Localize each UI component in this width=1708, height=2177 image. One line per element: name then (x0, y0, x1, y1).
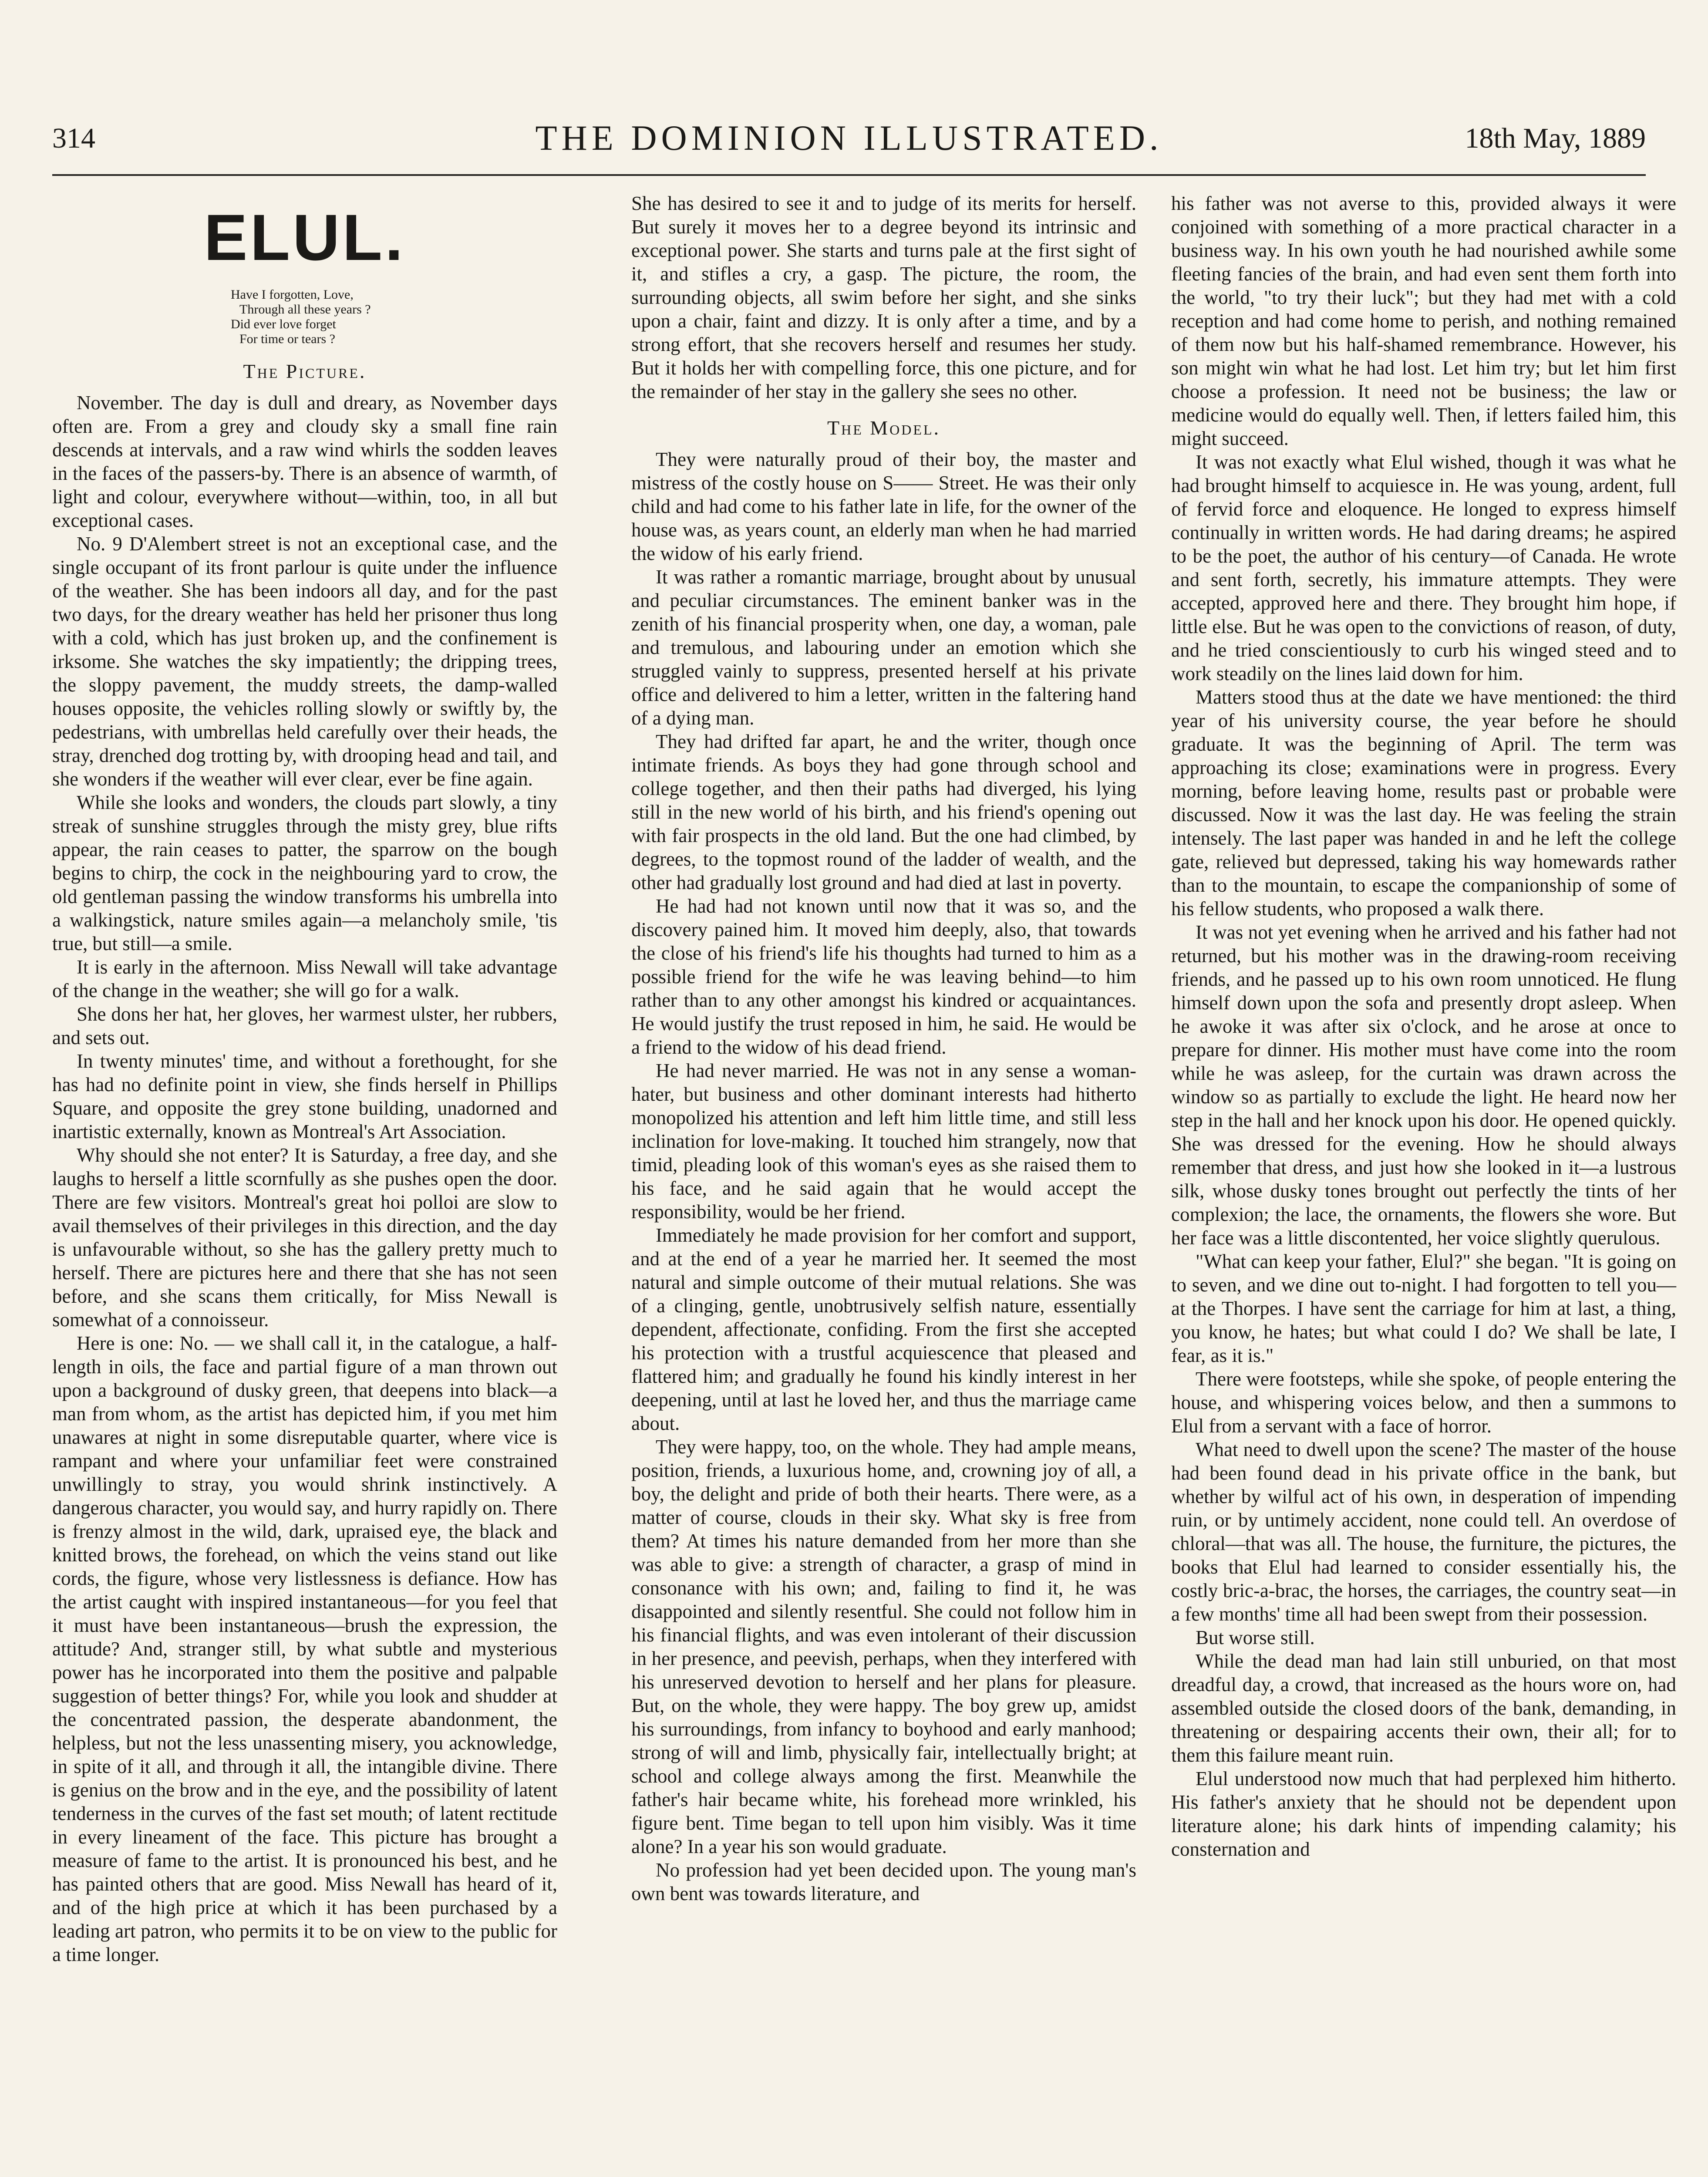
paragraph: It was rather a romantic marriage, brought about by unusual and peculiar circumstances. The eminent banker was in the zenith of his financial prosperity when, one day, a woman, pale and tremulous, and labouring under an emotion which she struggled vainly to suppress, presented herself at his private office and delivered to him a letter, written in the faltering hand of a dying man. (631, 566, 1136, 729)
paragraph: No profession had yet been decided upon. The young man's own bent was towards literature, and (631, 1859, 1136, 1904)
epigraph-line: Have I forgotten, Love, (231, 287, 354, 302)
masthead-title: THE DOMINION ILLUSTRATED. (535, 118, 1163, 158)
page-number: 314 (52, 122, 95, 154)
column-3 (1171, 192, 1676, 2177)
column-3-body (1171, 192, 1676, 1861)
section-heading-model: The Model. (827, 417, 940, 439)
paragraph: While she looks and wonders, the clouds part slowly, a tiny streak of sunshine struggles through the misty grey, blue rifts appear, the rain ceases to patter, the sparrow on the bough begins to chirp, the cock in the neighbouring yard to crow, the old gentleman passing the window transforms his umbrella into a walkingstick, nature smiles again—a melancholy smile, 'tis true, but still—a smile. (52, 792, 557, 954)
paragraph: November. The day is dull and dreary, as November days often are. From a grey and cloudy sky a small fine rain descends at intervals, and a raw wind whirls the sodden leaves in the faces of the passers-by. There is an absence of warmth, of light and colour, everywhere without—within, too, in all but exceptional cases. (52, 392, 557, 531)
page-header (52, 109, 1646, 165)
paragraph: Elul understood now much that had perplexed him hitherto. His father's anxiety that he should not be dependent upon literature alone; his dark hints of impending calamity; his consternation and (1171, 1768, 1676, 1860)
column-2-body-bottom (631, 448, 1136, 1905)
section-heading-picture: The Picture. (243, 360, 367, 382)
paragraph: They were happy, too, on the whole. They had ample means, position, friends, a luxurious home, and, crowning joy of all, a boy, the delight and pride of both their hearts. There were, as a matter of course, clouds in their sky. What sky is free from them? At times his nature demanded from her more than she was able to give: a strength of character, a grasp of mind in consonance with his own; and, failing to find it, he was disappointed and silently resentful. She could not follow him in his financial flights, and was even intolerant of their discussion in her presence, and peevish, perhaps, when they interfered with his unreserved devotion to herself and her plans for pleasure. But, on the whole, they were happy. The boy grew up, amidst his surroundings, from infancy to boyhood and early manhood; strong of will and limb, physically fair, intellectually bright; at school and college always among the first. Meanwhile the father's hair became white, his forehead more wrinkled, his figure bent. Time began to tell upon him visibly. Was it time alone? In a year his son would graduate. (631, 1436, 1136, 1857)
paragraph: He had never married. He was not in any sense a woman-hater, but business and other dominant interests had hitherto monopolized his attention and left him little time, and still less inclination for love-making. It touched him strangely, now that timid, pleading look of this woman's eyes as she raised them to his face, and he said again that he would accept the responsibility, would be her friend. (631, 1060, 1136, 1223)
paragraph: It was not exactly what Elul wished, though it was what he had brought himself to acquiesce in. He was young, ardent, full of fervid force and eloquence. He longed to express himself continually in written words. He had daring dreams; he aspired to be the poet, the author of his century—of Canada. He wrote and sent forth, secretly, his immature attempts. They were accepted, approved here and there. They brought him hope, if little else. But he was open to the convictions of reason, of duty, and he tried conscientiously to curb his winged steed and to work steadily on the lines laid down for him. (1171, 451, 1676, 684)
paragraph: Why should she not enter? It is Saturday, a free day, and she laughs to herself a little scornfully as she pushes open the door. There are few visitors. Montreal's great hoi polloi are slow to avail themselves of their privileges in this direction, and the day is unfavourable without, so she has the gallery pretty much to herself. There are pictures here and there that she has not seen before, and she scans them critically, for Miss Newall is somewhat of a connoisseur. (52, 1144, 557, 1331)
paragraph: Matters stood thus at the date we have mentioned: the third year of his university course, the year before he should graduate. It was the beginning of April. The term was approaching its close; examinations were in progress. Every morning, before leaving home, results past or probable were discussed. Now it was the last day. He was feeling the strain intensely. The last paper was handed in and he left the college gate, relieved but depressed, taking his way homewards rather than to the mountain, to escape the companionship of some of his fellow students, who proposed a walk there. (1171, 686, 1676, 920)
paragraph: While the dead man had lain still unburied, on that most dreadful day, a crowd, that increased as the hours wore on, had assembled outside the closed doors of the bank, demanding, in threatening or despairing accents their own, their all; for to them this failure meant ruin. (1171, 1650, 1676, 1766)
paragraph: It is early in the afternoon. Miss Newall will take advantage of the change in the weather; she will go for a walk. (52, 956, 557, 1001)
paragraph: his father was not averse to this, provided always it were conjoined with something of a more practical character in a business way. In his own youth he had nourished awhile some fleeting fancies of the brain, and had even sent them forth into the world, "to try their luck"; but they had met with a cold reception and had come home to perish, and nothing remained of them now but his half-shamed remembrance. However, his son might win what he had lost. Let him try; but let him first choose a profession. It need not be business; the law or medicine would do equally well. Then, if letters failed him, this might succeed. (1171, 192, 1676, 449)
paragraph: She has desired to see it and to judge of its merits for herself. But surely it moves her to a degree beyond its intrinsic and exceptional power. She starts and turns pale at the first sight of it, and stifles a cry, a gasp. The picture, the room, the surrounding objects, all swim before her sight, and she sinks upon a chair, faint and dizzy. It is only after a time, and by a strong effort, that she recovers herself and resumes her study. But it holds her with compelling force, this one picture, and for the remainder of her stay in the gallery she sees no other. (631, 192, 1136, 402)
paragraph: But worse still. (1196, 1627, 1315, 1648)
column-1 (52, 192, 557, 2177)
paragraph: They were naturally proud of their boy, the master and mistress of the costly house on S—— Street. He was their only child and had come to his father late in life, for the owner of the house was, as years count, an elderly man when he had married the widow of his early friend. (631, 448, 1136, 564)
column-2 (631, 192, 1136, 2177)
column-1-body (52, 391, 557, 1966)
issue-date: 18th May, 1889 (1465, 122, 1646, 154)
epigraph-line: Through all these years ? (239, 302, 371, 317)
paragraph: "What can keep your father, Elul?" she began. "It is going on to seven, and we dine out to-night. I had forgotten to tell you—at the Thorpes. I have sent the carriage for him at last, a thing, you know, he hates; but what could I do? We shall be late, I fear, as it is." (1171, 1250, 1676, 1366)
paragraph: There were footsteps, while she spoke, of people entering the house, and whispering voices below, and then a summons to Elul from a servant with a face of horror. (1171, 1368, 1676, 1437)
paragraph: She dons her hat, her gloves, her warmest ulster, her rubbers, and sets out. (52, 1003, 557, 1048)
epigraph (231, 287, 379, 347)
paragraph: He had had not known until now that it was so, and the discovery pained him. It moved him deeply, also, that towards the close of his friend's life his thoughts had turned to him as a possible friend for the wife he was leaving behind—to him rather than to any other amongst his kindred or acquaintances. He would justify the trust reposed in him, he said. He would be a friend to the widow of his dead friend. (631, 895, 1136, 1058)
story-title: ELUL. (204, 201, 406, 274)
header-rule (52, 174, 1646, 176)
column-2-body-top (631, 192, 1136, 403)
paragraph: No. 9 D'Alembert street is not an exceptional case, and the single occupant of its front parlour is quite under the influence of the weather. She has been indoors all day, and for the past two days, for the dreary weather has held her prisoner thus long with a cold, which has just broken up, and the confinement is irksome. She watches the sky impatiently; the dripping trees, the sloppy pavement, the muddy streets, the damp-walled houses opposite, the vehicles rolling slowly or swiftly by, the pedestrians, with umbrellas held carefully over their heads, the stray, drenched dog trotting by, with drooping head and tail, and she wonders if the weather will ever clear, ever be fine again. (52, 533, 557, 790)
paragraph: What need to dwell upon the scene? The master of the house had been found dead in his private office in the bank, but whether by wilful act of his own, in desperation of impending ruin, or by untimely accident, none could tell. An overdose of chloral—that was all. The house, the furniture, the pictures, the books that Elul had learned to consider essentially his, the costly bric-a-brac, the horses, the carriages, the country seat—in a few months' time all had been swept from their possession. (1171, 1439, 1676, 1625)
paragraph: They had drifted far apart, he and the writer, though once intimate friends. As boys they had gone through school and college together, and then their paths had diverged, his lying still in the new world of his birth, and his friend's opening out with fair prospects in the old land. But the one had climbed, by degrees, to the topmost round of the ladder of wealth, and the other had gradually lost ground and had died at last in poverty. (631, 731, 1136, 893)
epigraph-line: Did ever love forget (231, 317, 336, 331)
paragraph: Immediately he made provision for her comfort and support, and at the end of a year he married her. It seemed the most natural and simple outcome of their mutual relations. She was of a clinging, gentle, unobtrusively selfish nature, essentially dependent, affectionate, confiding. From the first she accepted his protection with a trustful acquiescence that pleased and flattered him; and gradually he found his kindly interest in her deepening, until at last he loved her, and thus the marriage came about. (631, 1224, 1136, 1434)
paragraph: In twenty minutes' time, and without a forethought, for she has had no definite point in view, she finds herself in Phillips Square, and opposite the grey stone building, unadorned and inartistic externally, known as Montreal's Art Association. (52, 1050, 557, 1142)
paragraph: Here is one: No. — we shall call it, in the catalogue, a half-length in oils, the face and partial figure of a man thrown out upon a background of dusky green, that deepens into black—a man from whom, as the artist has depicted him, if you met him unawares at night in some disreputable quarter, where vice is rampant and where your unfamiliar feet were constrained unwillingly to stray, you would shrink instinctively. A dangerous character, you would say, and hurry rapidly on. There is frenzy almost in the wild, dark, upraised eye, the black and knitted brows, the forehead, on which the veins stand out like cords, the figure, whose very listlessness is defiance. How has the artist caught with inspired instantaneous—for you feel that it must have been instantaneous—brush the expression, the attitude? And, stranger still, by what subtle and mysterious power has he incorporated into them the positive and palpable suggestion of better things? For, while you look and shudder at the concentrated passion, the desperate abandonment, the helpless, but not the less unassenting misery, you acknowledge, in spite of it all, and through it all, the intangible divine. There is genius on the brow and in the eye, and the possibility of latent tenderness in the curves of the fast set mouth; of latent rectitude in every lineament of the face. This picture has brought a measure of fame to the artist. It is pronounced his best, and he has painted others that are good. Miss Newall has heard of it, and of the high price at which it has been purchased by a leading art patron, who permits it to be on view to the public for a time longer. (52, 1332, 557, 1965)
paragraph: It was not yet evening when he arrived and his father had not returned, but his mother was in the drawing-room receiving friends, and he passed up to his own room unnoticed. He flung himself down upon the sofa and presently dropt asleep. When he awoke it was after six o'clock, and he arose at once to prepare for dinner. His mother must have come into the room while he was asleep, for the curtain was drawn across the window so as partially to exclude the light. He heard now her step in the hall and her knock upon his door. He opened quickly. She was dressed for the evening. How he should always remember that dress, and just how she looked in it—a lustrous silk, whose dusky tones brought out perfectly the tints of her complexion; the lace, the ornaments, the flowers she wore. But her face was a little discontented, her voice slightly querulous. (1171, 921, 1676, 1249)
epigraph-line: For time or tears ? (239, 332, 335, 346)
